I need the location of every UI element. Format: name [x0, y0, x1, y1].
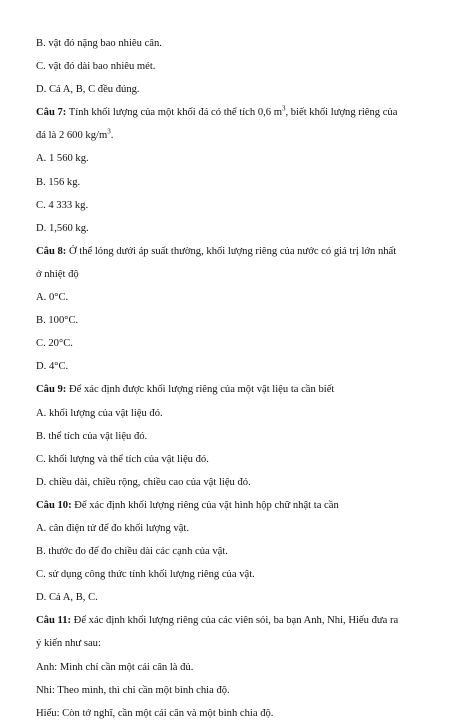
question-label: Câu 8:: [36, 245, 67, 257]
option-line: B. thước đo để đo chiều dài các cạnh của vật.: [36, 546, 228, 558]
option-line: A. khối lượng của vật liệu đó.: [36, 407, 163, 419]
question-11-stem: [36, 609, 420, 632]
question-text: Tính khối lượng của một khối đá có thể tích 0,6 m: [66, 107, 282, 119]
superscript: 3: [281, 104, 286, 113]
question-10-stem: [36, 494, 420, 517]
question-9-stem: [36, 378, 420, 401]
option-line: A. 0°C.: [36, 292, 69, 304]
option-line: A. 1 560 kg.: [36, 153, 89, 165]
option-line: B. 100°C.: [36, 315, 79, 327]
question-label: Câu 11:: [36, 615, 72, 627]
question-label: Câu 7:: [36, 107, 67, 119]
question-label: Câu 9:: [36, 384, 67, 396]
question-8-stem: [36, 240, 420, 263]
option-line: C. 20°C.: [36, 338, 73, 350]
option-line: B. thể tích của vật liệu đó.: [36, 430, 148, 442]
opinion-line: Anh: Mình chỉ cần một cái cân là đủ.: [36, 661, 194, 673]
question-11-stem-cont: ý kiến như sau:: [36, 638, 101, 650]
option-line: C. sử dụng công thức tính khối lượng riêng của vật.: [36, 569, 255, 581]
question-7-stem: [36, 101, 420, 124]
option-line: B. vật đó nặng bao nhiêu cân.: [36, 38, 162, 49]
opinion-line: Hiếu: Còn tớ nghĩ, cần một cái cân và một bình chia độ.: [36, 707, 274, 719]
option-line: D. 1,560 kg.: [36, 222, 89, 234]
question-text: Để xác định khối lượng riêng của các viên sỏi, ba bạn Anh, Nhi, Hiếu đưa ra: [71, 615, 399, 627]
option-line: C. khối lượng và thể tích của vật liệu đó.: [36, 453, 209, 465]
question-text: Để xác định khối lượng riêng của vật hình hộp chữ nhật ta cần: [71, 499, 339, 511]
option-line: D. 4°C.: [36, 361, 69, 373]
option-line: C. 4 333 kg.: [36, 199, 89, 211]
question-text: , biết khối lượng riêng của: [285, 107, 398, 119]
opinion-line: Nhi: Theo mình, thì chỉ cần một bình chia độ.: [36, 684, 230, 696]
option-line: B. 156 kg.: [36, 176, 81, 188]
question-text: .: [110, 130, 114, 142]
question-text: Ở thể lỏng dưới áp suất thường, khối lượng riêng của nước có giá trị lớn nhất: [66, 245, 397, 257]
question-text: Để xác định được khối lượng riêng của một vật liệu ta cần biết: [66, 384, 335, 396]
question-7-stem-cont: [36, 124, 420, 147]
superscript: 3: [107, 127, 111, 136]
option-line: D. Cả A, B, C đều đúng.: [36, 84, 140, 96]
question-text: đá là 2 600 kg/m: [36, 130, 108, 142]
option-line: D. chiều dài, chiều rộng, chiều cao của vật liệu đó.: [36, 476, 251, 488]
question-8-stem-cont: ở nhiệt độ: [36, 268, 79, 280]
option-line: D. Cả A, B, C.: [36, 592, 98, 604]
option-line: C. vật đó dài bao nhiêu mét.: [36, 61, 156, 73]
option-line: A. cân điện tử để đo khối lượng vật.: [36, 522, 190, 534]
question-label: Câu 10:: [36, 499, 72, 511]
